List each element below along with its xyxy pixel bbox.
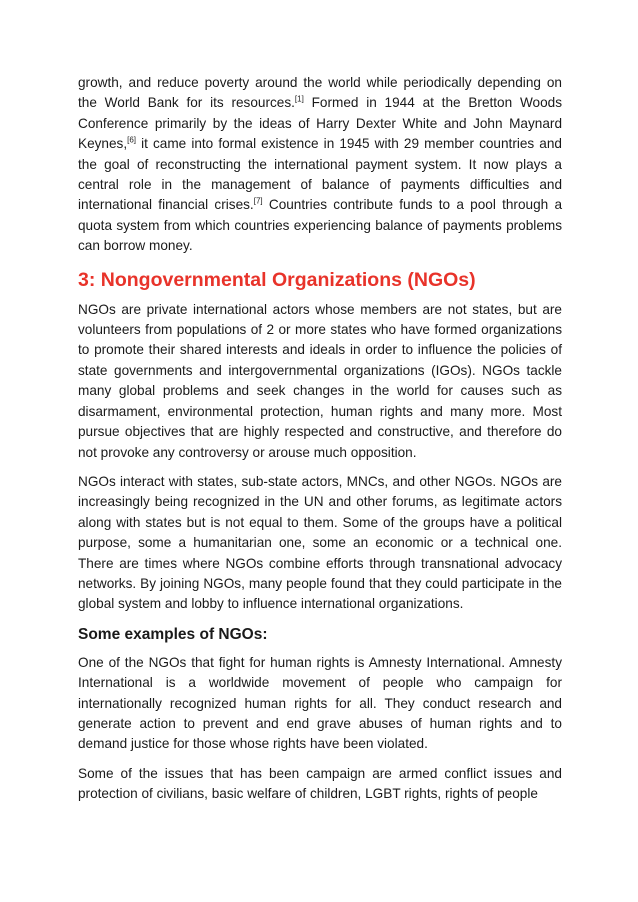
amnesty-paragraph: One of the NGOs that fight for human rights is Amnesty International. Amnesty International is a worldwide movement of people who campaign for internationally recognized human rights for all. They conduct research and generate action to prevent and end grave abuses of human rights and to demand justice for those whose rights have been violated. [78, 654, 562, 752]
imf-paragraph [78, 73, 562, 257]
footnote-ref-7: [7] [253, 196, 263, 206]
ngo-interaction-paragraph: NGOs interact with states, sub-state actors, MNCs, and other NGOs. NGOs are increasingly being recognized in the UN and other forums, as legitimate actors along with states but is not equal to them. Some of the groups have a political purpose, some a humanitarian one, some an economic or a technical one. There are times where NGOs combine efforts through transnational advocacy networks. By joining NGOs, many people found that they could participate in the global system and lobby to influence international organizations. [78, 473, 562, 612]
imf-text-c: it came into formal existence in 1945 with 29 member countries and the goal of reconstructing the international payment system. It now plays a central role in the management of balance of payments difficulties and international financial crises. [78, 136, 562, 213]
page-content [78, 73, 562, 814]
footnote-ref-6: [6] [127, 135, 137, 145]
ngo-definition-paragraph: NGOs are private international actors whose members are not states, but are volunteers from populations of 2 or more states who have formed organizations to promote their shared interests and ideals in order to influence the policies of state governments and intergovernmental organizations (IGOs). NGOs tackle many global problems and seek changes in the world for causes such as disarmament, environmental protection, human rights and many more. Most pursue objectives that are highly respected and constructive, and therefore do not provoke any controversy or arouse much opposition. [78, 301, 562, 460]
issues-paragraph: Some of the issues that has been campaign are armed conflict issues and protection of civilians, basic welfare of children, LGBT rights, rights of people [78, 765, 562, 802]
examples-heading: Some examples of NGOs: [78, 625, 268, 643]
footnote-ref-1: [1] [294, 94, 304, 104]
imf-text-b: Formed in 1944 at the Bretton Woods Conference primarily by the ideas of Harry Dexter White and John Maynard Keynes, [78, 95, 563, 152]
imf-text-a: growth, and reduce poverty around the world while periodically depending on the World Bank for its resources. [78, 75, 562, 111]
section-heading-ngos: 3: Nongovernmental Organizations (NGOs) [78, 268, 476, 291]
imf-text-d: Countries contribute funds to a pool through a quota system from which countries experiencing balance of payments problems can borrow money. [78, 197, 563, 254]
